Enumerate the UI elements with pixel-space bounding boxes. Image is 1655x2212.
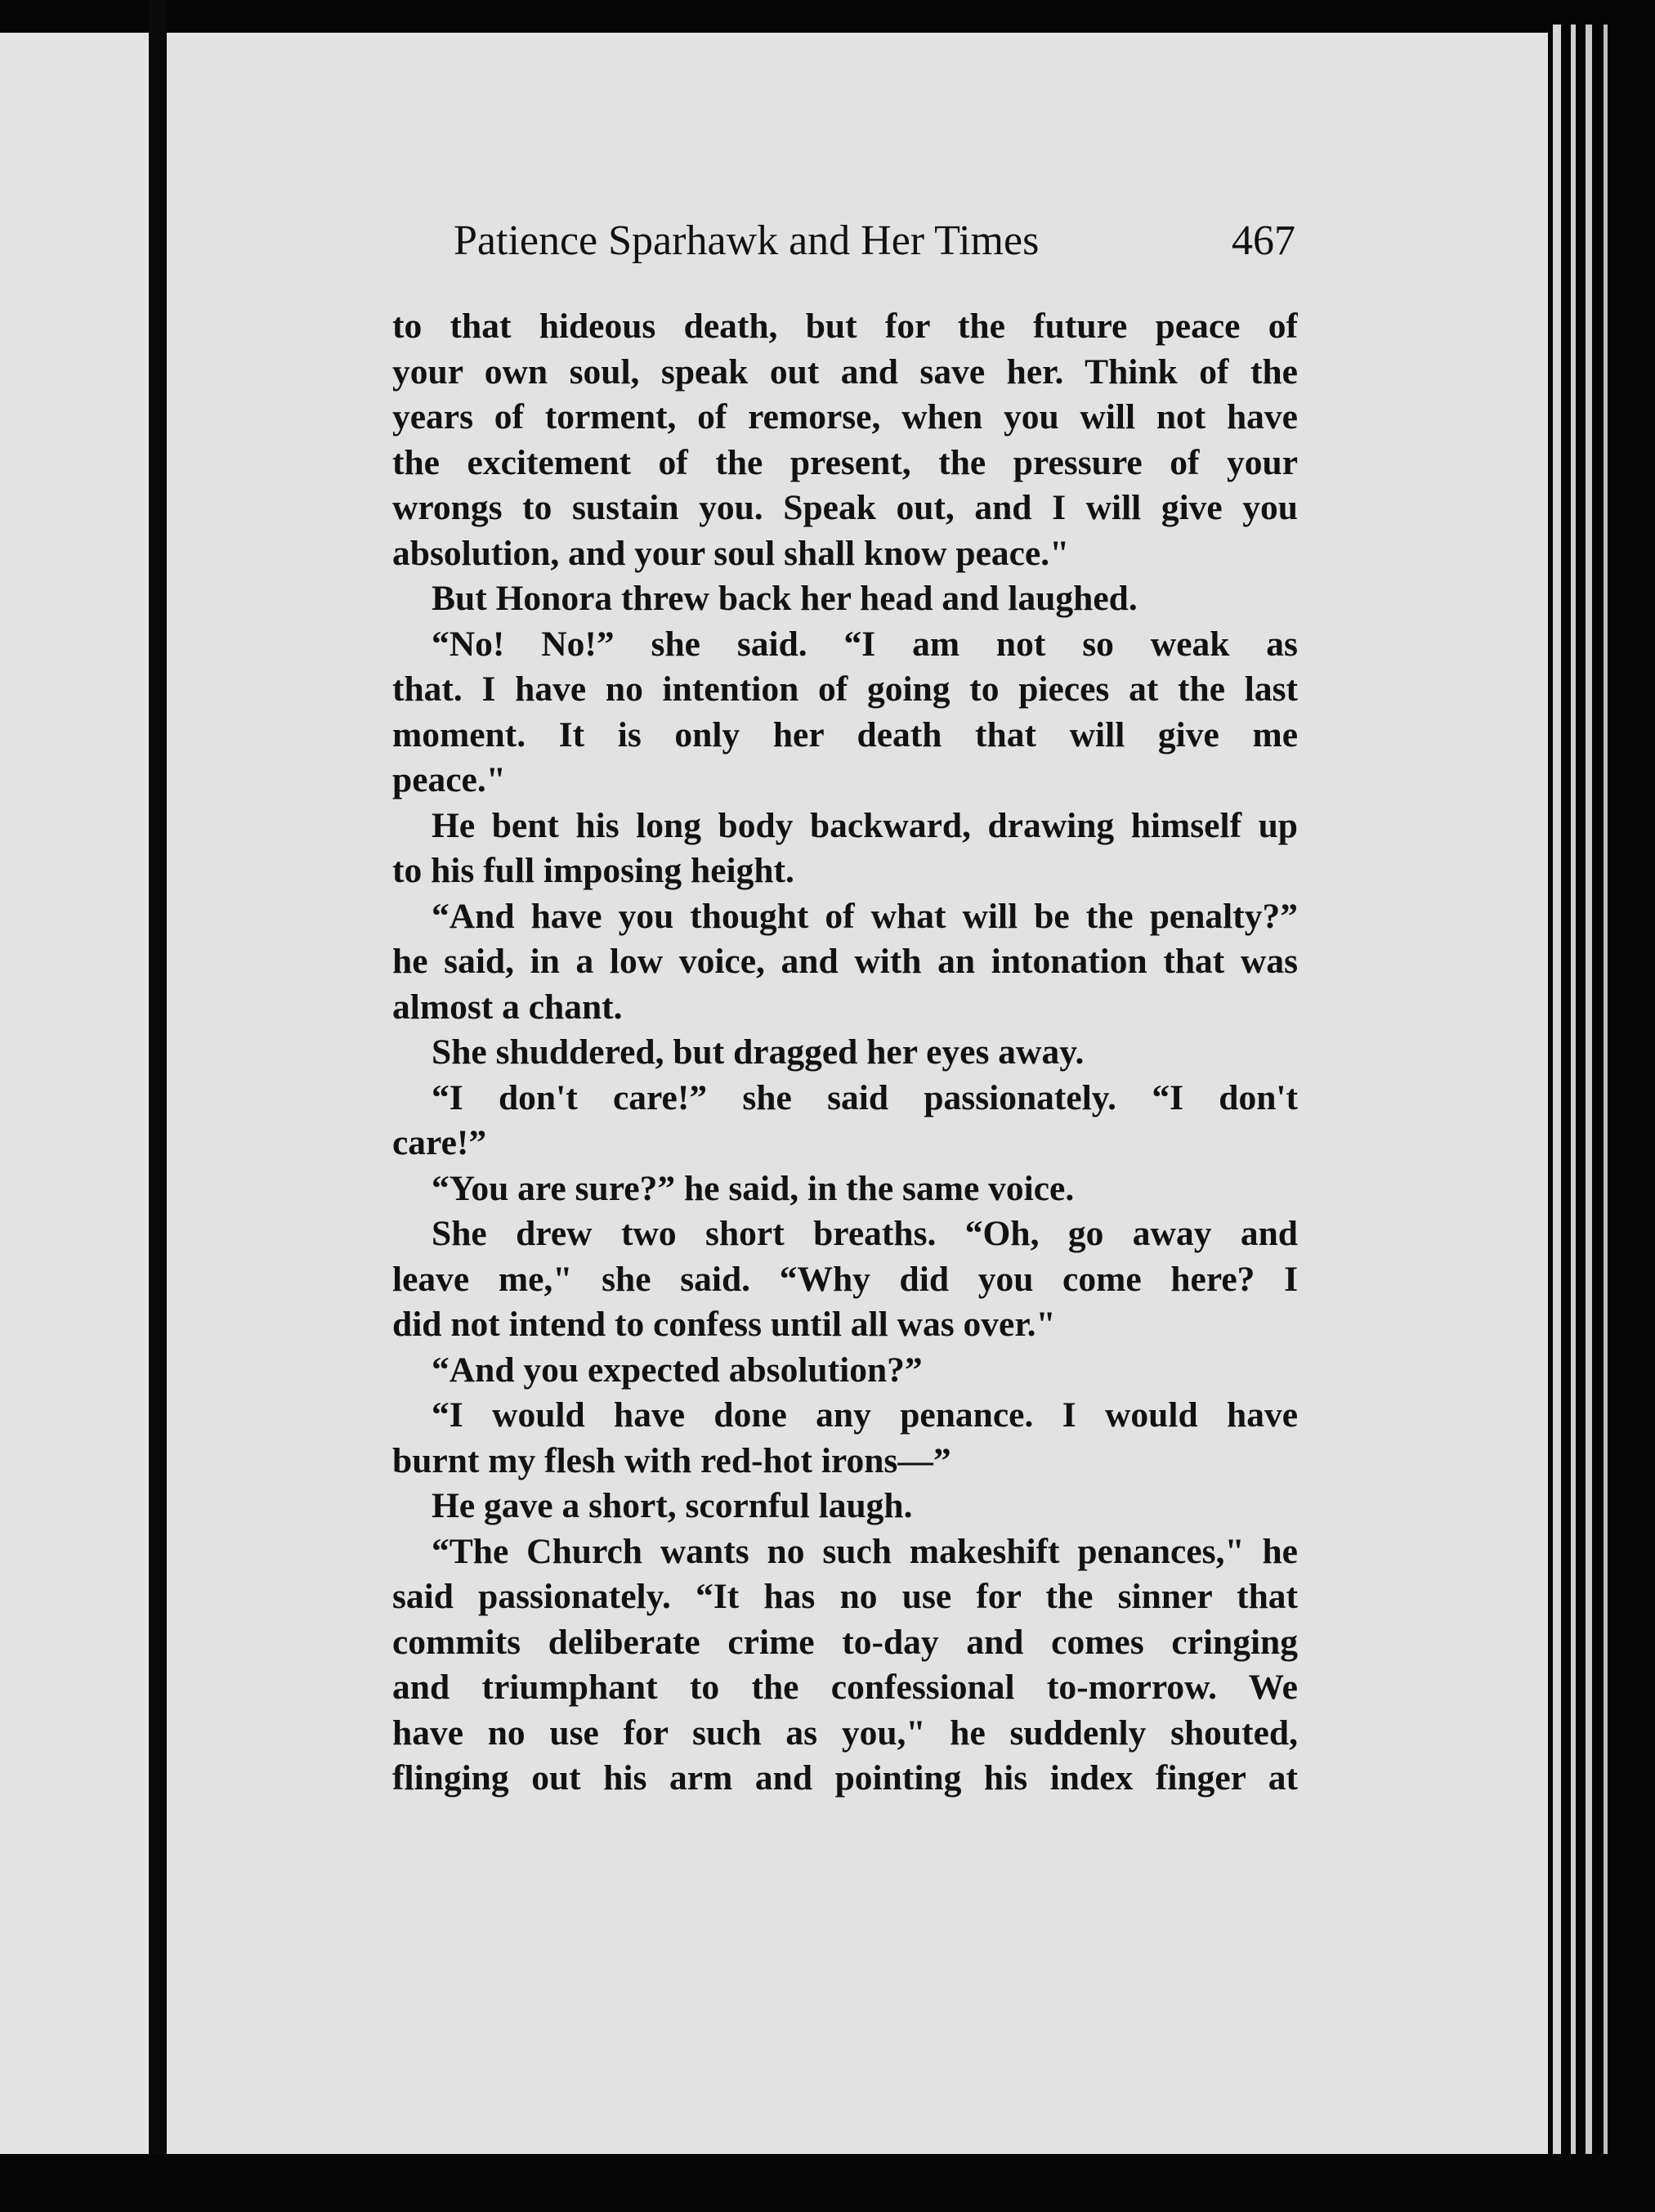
text-line: “I don't care!” she said passionately. “I don't (432, 1077, 1298, 1117)
text-line: “You are sure?” he said, in the same voice. (432, 1168, 1075, 1208)
text-line: almost a chant. (392, 987, 623, 1027)
text-line: But Honora threw back her head and laughed. (432, 579, 1138, 618)
text-line: said passionately. “It has no use for the sinner that (392, 1577, 1298, 1616)
binding-gutter (149, 0, 167, 2212)
facing-page (0, 33, 149, 2154)
text-line: the excitement of the present, the pressure of your (392, 442, 1298, 482)
text-line: to that hideous death, but for the future peace of (392, 307, 1298, 346)
text-line: care!” (392, 1123, 487, 1162)
text-line: “The Church wants no such makeshift penances," he (432, 1531, 1298, 1571)
page-edge (1586, 25, 1592, 2166)
text-line: moment. It is only her death that will give me (392, 714, 1298, 754)
scan-border (0, 2154, 1655, 2212)
text-line: wrongs to sustain you. Speak out, and I will give you (392, 488, 1298, 527)
page-edge (1553, 25, 1561, 2166)
text-line: leave me," she said. “Why did you come here? I (392, 1259, 1298, 1299)
text-line: absolution, and your soul shall know peace." (392, 533, 1070, 573)
page-edge (1604, 25, 1608, 2166)
text-line: “And have you thought of what will be the penalty?” (432, 896, 1298, 936)
text-line: She shuddered, but dragged her eyes away. (432, 1032, 1085, 1072)
text-line: flinging out his arm and pointing his index finger at (392, 1758, 1298, 1798)
text-line: He gave a short, scornful laugh. (432, 1486, 913, 1525)
running-title: Patience Sparhawk and Her Times (454, 217, 1040, 264)
text-line: commits deliberate crime to-day and comes cringing (392, 1622, 1298, 1662)
text-line: he said, in a low voice, and with an intonation that was (392, 942, 1298, 981)
text-line: years of torment, of remorse, when you will not have (392, 397, 1298, 437)
text-line: “I would have done any penance. I would have (432, 1395, 1298, 1435)
text-line: and triumphant to the confessional to-morrow. We (392, 1668, 1298, 1707)
text-line: your own soul, speak out and save her. Think of the (392, 352, 1298, 392)
text-line: peace." (392, 760, 506, 799)
text-line: He bent his long body backward, drawing himself up (432, 805, 1298, 845)
text-line: “No! No!” she said. “I am not so weak as (432, 624, 1298, 664)
text-line: “And you expected absolution?” (432, 1350, 923, 1390)
running-head (454, 213, 1295, 270)
page-number: 467 (1232, 217, 1295, 264)
page-edge (1571, 25, 1576, 2166)
text-line: that. I have no intention of going to pieces at the last (392, 669, 1298, 709)
text-line: to his full imposing height. (392, 851, 794, 890)
text-line: She drew two short breaths. “Oh, go away and (432, 1214, 1298, 1253)
text-line: did not intend to confess until all was over." (392, 1305, 1056, 1344)
text-line: burnt my flesh with red-hot irons—” (392, 1440, 951, 1480)
body-text (392, 304, 1298, 1802)
text-line: have no use for such as you," he suddenly shouted, (392, 1713, 1298, 1753)
